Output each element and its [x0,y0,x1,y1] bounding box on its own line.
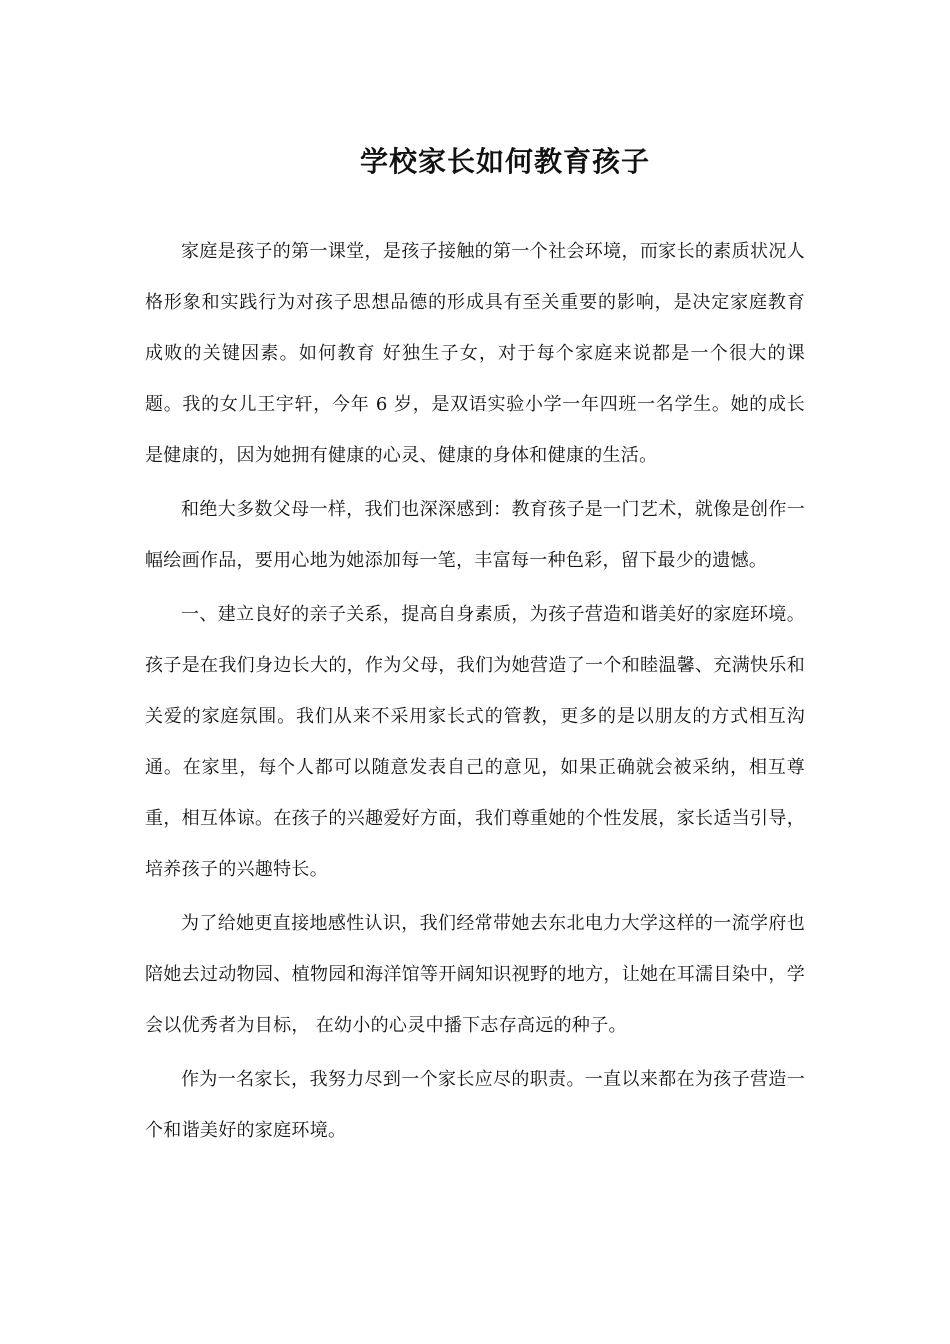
paragraph-4: 为了给她更直接地感性认识，我们经常带她去东北电力大学这样的一流学府也陪她去过动物园、植物园和海洋馆等开阔知识视野的地方，让她在耳濡目染中，学会以优秀者为目标， 在幼小的心灵中播下志存高远的种子。 [145,913,805,1036]
paragraph-5: 作为一名家长，我努力尽到一个家长应尽的职责。一直以来都在为孩子营造一个和谐美好的家庭环境。 [145,1069,805,1141]
paragraph-1: 家庭是孩子的第一课堂，是孩子接触的第一个社会环境，而家长的素质状况人格形象和实践行为对孩子思想品德的形成具有至关重要的影响，是决定家庭教育 成败的关键因素。如何教育 好独生子女，对于每个家庭来说都是一个很大的课题。我的女儿王宇轩，今年 6 岁，是双语实验小学一年四班一名学生。她的成长是健康的，因为她拥有健康的心灵、健康的身体和健康的生活。 [145,241,805,466]
paragraph-2: 和绝大多数父母一样，我们也深深感到：教育孩子是一门艺术，就像是创作一幅绘画作品，要用心地为她添加每一笔，丰富每一种色彩，留下最少的遗憾。 [145,499,805,571]
document-title: 学校家长如何教育孩子 [359,145,650,178]
document-body [145,226,805,1155]
paragraph-3: 一、建立良好的亲子关系，提高自身素质，为孩子营造和谐美好的家庭环境。孩子是在我们身边长大的，作为父母，我们为她营造了一个和睦温馨、充满快乐和关爱的家庭氛围。我们从来不采用家长式的管教，更多的是以朋友的方式相互沟通。在家里，每个人都可以随意发表自己的意见，如果正确就会被采纳，相互尊重，相互体谅。在孩子的兴趣爱好方面，我们尊重她的个性发展，家长适当引导，培养孩子的兴趣特长。 [145,604,805,880]
